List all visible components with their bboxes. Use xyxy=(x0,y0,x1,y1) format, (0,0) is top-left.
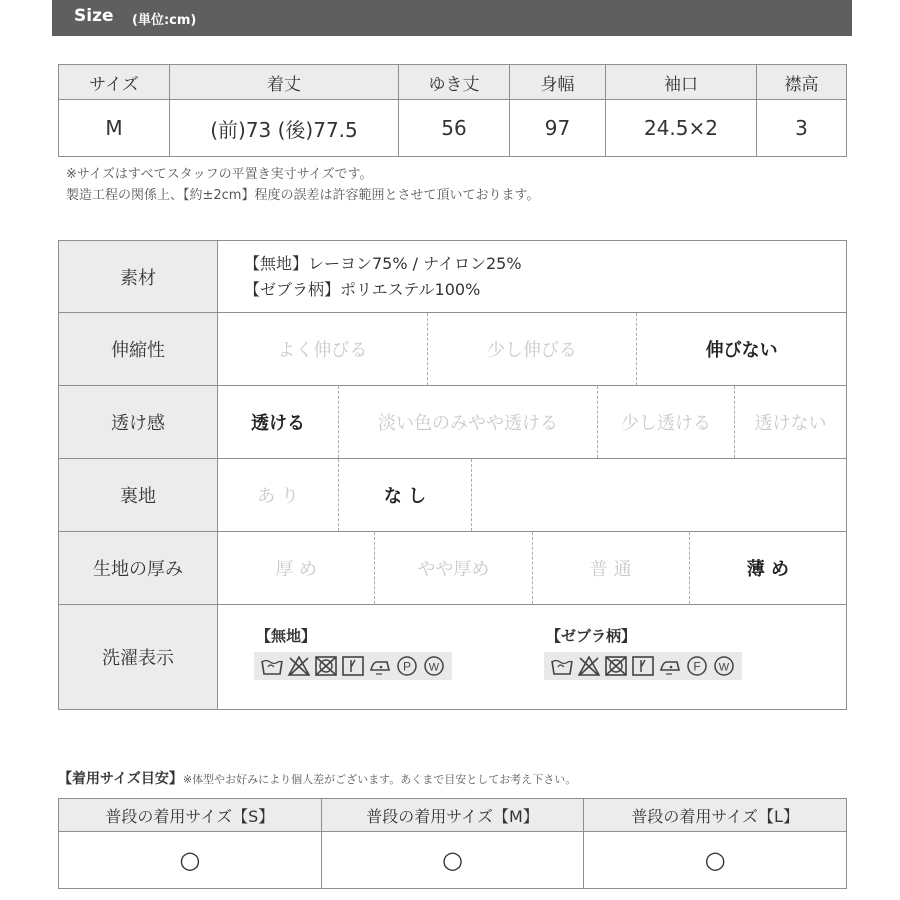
line-dry-icon xyxy=(341,655,365,677)
thickness-option: 普 通 xyxy=(533,532,690,604)
fit-mark: ○ xyxy=(321,832,584,889)
fit-col-header: 普段の着用サイズ【S】 xyxy=(59,799,322,832)
lining-options xyxy=(218,459,846,531)
size-cell: 97 xyxy=(510,100,606,157)
size-notes xyxy=(66,164,539,206)
wet-clean-icon xyxy=(422,655,446,677)
sheer-option: 透ける xyxy=(218,386,339,458)
size-col-header: 身幅 xyxy=(510,65,606,100)
line-dry-icon xyxy=(631,655,655,677)
size-unit: (単位:cm) xyxy=(132,13,197,28)
sheer-label: 透け感 xyxy=(59,386,218,459)
lining-label: 裏地 xyxy=(59,459,218,532)
lining-option: な し xyxy=(339,459,472,531)
fit-table xyxy=(58,798,847,889)
thickness-option: 厚 め xyxy=(218,532,375,604)
stretch-option: 伸びない xyxy=(705,340,778,361)
no-tumble-dry-icon xyxy=(604,655,628,677)
size-col-header: 着丈 xyxy=(170,65,399,100)
fit-note: ※体型やお好みにより個人差がございます。あくまで目安としてお考え下さい。 xyxy=(182,773,577,786)
fit-col-header: 普段の着用サイズ【M】 xyxy=(321,799,584,832)
size-cell: 3 xyxy=(757,100,847,157)
size-cell: 24.5×2 xyxy=(606,100,757,157)
no-bleach-icon xyxy=(287,655,311,677)
thickness-option: やや厚め xyxy=(375,532,532,604)
sheer-option: 淡い色のみやや透ける xyxy=(339,386,598,458)
size-cell: (前)73 (後)77.5 xyxy=(170,100,399,157)
lining-option: あ り xyxy=(218,459,339,531)
iron-low-icon xyxy=(368,655,392,677)
fit-mark: ○ xyxy=(59,832,322,889)
size-cell: M xyxy=(59,100,170,157)
care-group-zebra xyxy=(544,625,742,681)
dry-clean-icon xyxy=(685,655,709,677)
stretch-options xyxy=(218,313,846,385)
thickness-options xyxy=(218,532,846,604)
thickness-label: 生地の厚み xyxy=(59,532,218,605)
care-icons xyxy=(544,652,742,680)
wet-clean-icon xyxy=(712,655,736,677)
sheer-options xyxy=(218,386,846,458)
stretch-option: よく伸びる xyxy=(218,313,428,385)
dry-clean-icon xyxy=(395,655,419,677)
property-table xyxy=(58,240,847,710)
material-line: 【ゼブラ柄】ポリエステル100% xyxy=(244,279,481,299)
sheer-option: 少し透ける xyxy=(598,386,735,458)
care-group-title: 【ゼブラ柄】 xyxy=(546,627,637,645)
hand-wash-icon xyxy=(550,655,574,677)
note-line: 製造工程の関係上、【約±2cm】程度の誤差は許容範囲とさせて頂いております。 xyxy=(66,188,540,203)
size-col-header: 襟高 xyxy=(757,65,847,100)
fit-mark: ○ xyxy=(584,832,847,889)
dry-clean-letter: F xyxy=(693,659,701,674)
hand-wash-icon xyxy=(260,655,284,677)
size-table xyxy=(58,64,847,157)
fit-guide-title xyxy=(58,768,576,788)
lining-empty xyxy=(472,459,846,531)
material-value xyxy=(218,241,847,313)
size-header xyxy=(52,0,852,36)
no-bleach-icon xyxy=(577,655,601,677)
sheer-option: 透けない xyxy=(754,413,827,434)
care-label: 洗濯表示 xyxy=(59,605,218,710)
iron-low-icon xyxy=(658,655,682,677)
wet-clean-letter: W xyxy=(718,661,730,674)
care-group-title: 【無地】 xyxy=(256,627,317,645)
size-col-header: サイズ xyxy=(59,65,170,100)
no-tumble-dry-icon xyxy=(314,655,338,677)
stretch-option: 少し伸びる xyxy=(428,313,638,385)
care-section xyxy=(218,605,846,709)
fit-col-header: 普段の着用サイズ【L】 xyxy=(584,799,847,832)
size-title: Size xyxy=(74,6,114,26)
care-icons xyxy=(254,652,452,680)
note-line: ※サイズはすべてスタッフの平置き実寸サイズです。 xyxy=(66,167,373,182)
material-line: 【無地】レーヨン75% / ナイロン25% xyxy=(244,253,522,273)
fit-title-text: 【着用サイズ目安】 xyxy=(58,771,183,787)
thickness-option: 薄 め xyxy=(746,559,790,580)
size-cell: 56 xyxy=(399,100,510,157)
dry-clean-letter: P xyxy=(402,659,412,674)
material-label: 素材 xyxy=(59,241,218,313)
wet-clean-letter: W xyxy=(428,661,440,674)
stretch-label: 伸縮性 xyxy=(59,313,218,386)
size-col-header: 袖口 xyxy=(606,65,757,100)
care-group-plain xyxy=(254,625,452,681)
size-col-header: ゆき丈 xyxy=(399,65,510,100)
